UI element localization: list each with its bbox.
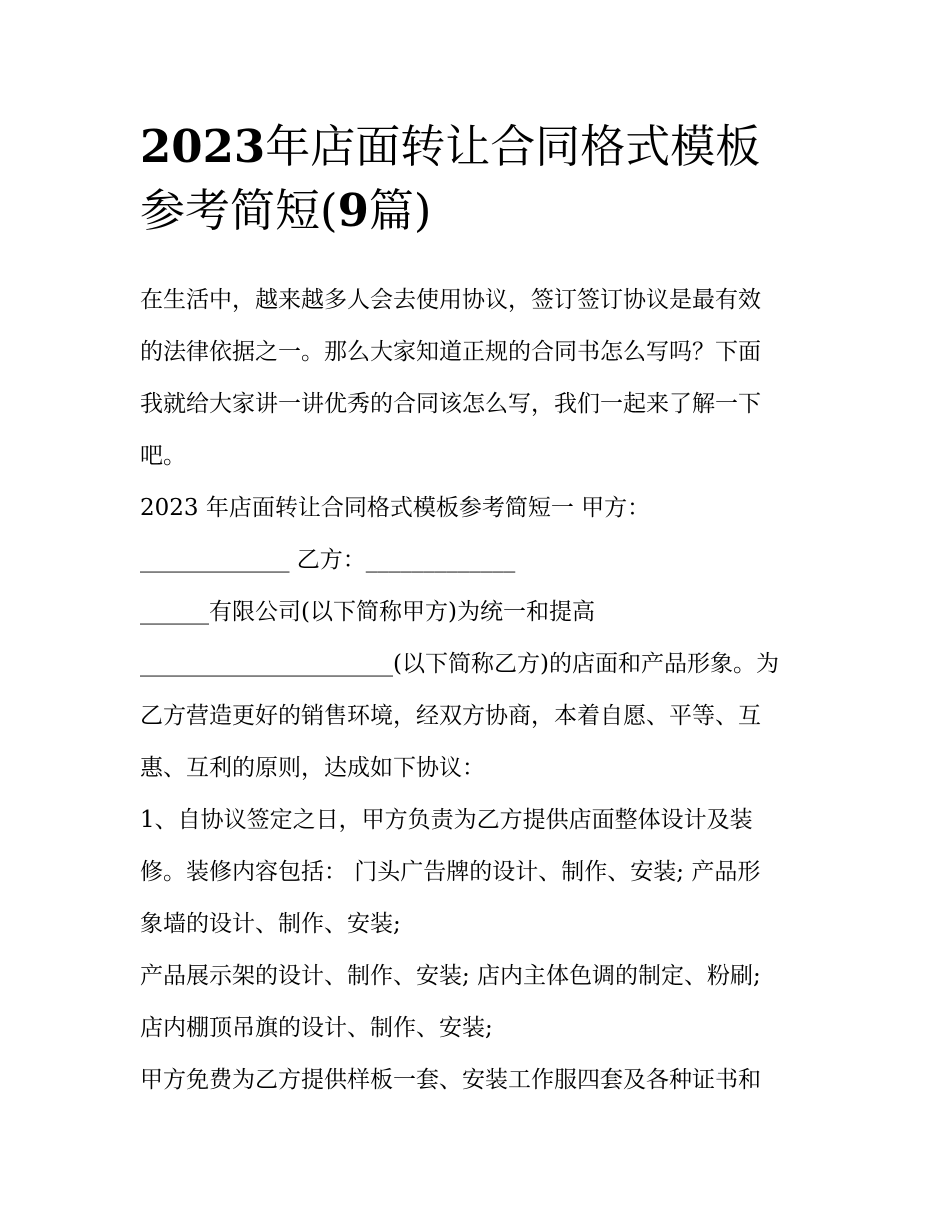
body-line: ______________________(以下简称乙方)的店面和产品形象。为 xyxy=(140,651,779,677)
title-line-2 xyxy=(140,179,820,243)
body-line: 象墙的设计、制作、安装; xyxy=(140,911,401,937)
body-line: 产品展示架的设计、制作、安装; 店内主体色调的制定、粉刷; xyxy=(140,963,761,989)
body-line: _____________ 乙方：_____________ xyxy=(140,547,516,573)
body-line: 我就给大家讲一讲优秀的合同该怎么写，我们一起来了解一下 xyxy=(140,391,761,417)
body-line: 乙方营造更好的销售环境，经双方协商，本着自愿、平等、互 xyxy=(140,703,761,729)
title-line-1-text: 年店面转让合同格式模板 xyxy=(265,120,761,173)
body-line: 在生活中，越来越多人会去使用协议，签订签订协议是最有效 xyxy=(140,287,761,313)
title-line-2-pre: 参考简短( xyxy=(140,184,338,237)
document-body xyxy=(140,274,820,1106)
title-line-1 xyxy=(140,115,820,179)
body-line: 惠、互利的原则，达成如下协议： xyxy=(140,755,485,781)
body-line: 店内棚顶吊旗的设计、制作、安装; xyxy=(140,1015,493,1041)
title-line-2-post: 篇) xyxy=(368,184,432,237)
body-line: 甲方免费为乙方提供样板一套、安装工作服四套及各种证书和 xyxy=(140,1067,761,1093)
body-line: 的法律依据之一。那么大家知道正规的合同书怎么写吗？下面 xyxy=(140,339,761,365)
title-year: 2023 xyxy=(140,120,266,173)
body-line: 1、自协议签定之日，甲方负责为乙方提供店面整体设计及装 xyxy=(140,807,753,833)
document-title xyxy=(140,115,820,243)
title-count: 9 xyxy=(337,184,369,237)
body-line: ______有限公司(以下简称甲方)为统一和提高 xyxy=(140,599,595,625)
body-line: 吧。 xyxy=(140,443,186,469)
body-line: 修。装修内容包括： 门头广告牌的设计、制作、安装; 产品形 xyxy=(140,859,761,885)
body-line: 2023 年店面转让合同格式模板参考简短一 甲方： xyxy=(140,495,651,521)
